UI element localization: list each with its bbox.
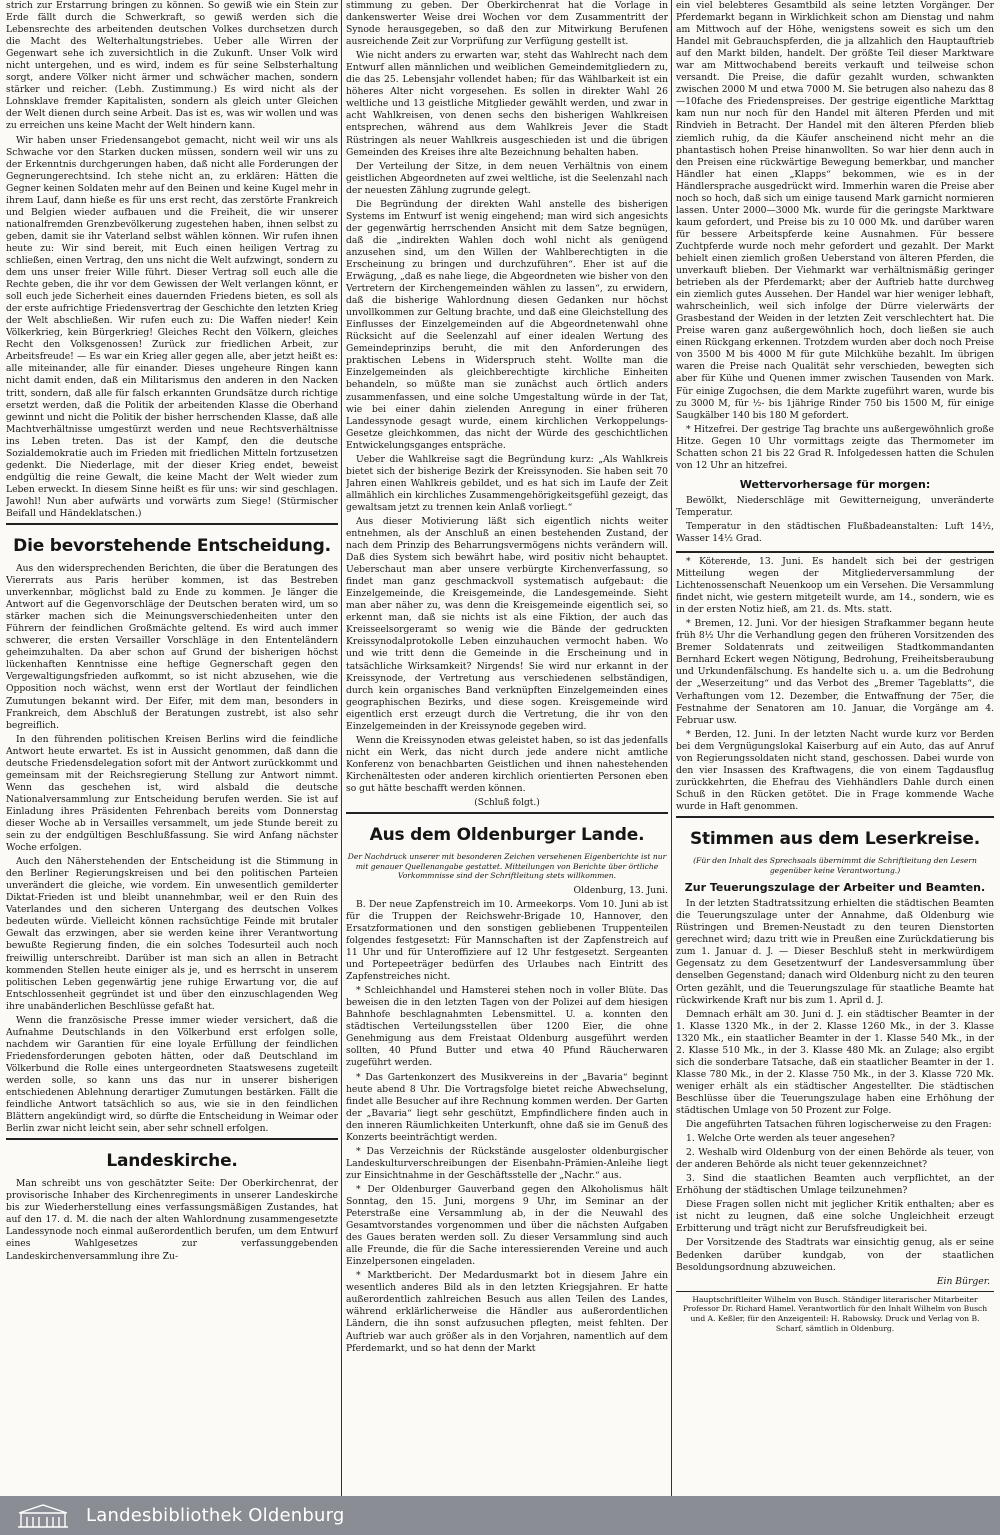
letter-paragraph: In der letzten Stadtratssitzung erhielten die städtischen Beamten die Teuerungszulage unter der Annahme, daß Oldenburg wie Rüstringen und Bremen-Neustadt zu den teuren Dienstorten gerechnet wird; dazu tritt wie in Preußen eine Zurückdatierung bis zum 1. Januar d. J. — Dieser Beschluß steht in merkwürdigem Gegensatz zu dem Gesetzentwurf der Landesversammlung über denselben Gegenstand; danach wird Oldenburg nicht zu den teuren Orten gezählt, und die Teuerungszulage für staatliche Beamte hat rückwirkende Kraft nur bis zum 1. April d. J. (676, 898, 994, 1006)
divider (346, 812, 668, 814)
news-item: * Schleichhandel und Hamsterei stehen noch in voller Blüte. Das beweisen die in den letzten Tagen von der Polizei auf dem hiesigen Bahnhofe beschlagnahmten Lebensmittel. U. a. konnten den städtischen Verteilungsstellen über 1200 Eier, die ohne Genehmigung aus dem Freistaat Oldenburg ausgeführt werden sollten, 40 Pfund Butter und etwa 40 Pfund Räucherwaren zugeführt werden. (346, 985, 668, 1069)
article-headline: Die bevorstehende Entscheidung. (13, 536, 331, 557)
divider (6, 523, 338, 525)
letter-signature: Ein Bürger. (936, 1275, 990, 1287)
dateline: Oldenburg, 13. Juni. (573, 884, 668, 896)
divider (676, 816, 994, 818)
weather-headline: Wettervorhersage für morgen: (739, 477, 931, 491)
article-paragraph: Der Verteilung der Sitze, in dem neuen Verhältnis von einem geistlichen Abgeordneten auf zwei weltliche, ist die Seelenzahl nach der neuesten Zählung zugrunde gelegt. (346, 160, 668, 196)
library-name: Landesbibliothek Oldenburg (86, 1505, 345, 1526)
publisher-imprint: Hauptschriftleiter Wilhelm von Busch. Ständiger literarischer Mitarbeiter Professor Dr. Richard Hamel. Verantwortlich für den Inhalt Wilhelm von Busch und A. Keßler, für den Anzeigenteil: H. Rabowsky. Druck und Verlag von B. Scharf, sämtlich in Oldenburg. (676, 1291, 994, 1334)
news-item: * Kötereнde, 13. Juni. Es handelt sich bei der gestrigen Mitteilung wegen der Mitgliederversammlung der Lichtenossenschaft Neuenkoop um ein Versehen. Die Versammlung findet nicht, wie gestern mitgeteilt wurde, am 14., sondern, wie es in der ersten Notiz hieß, am 21. ds. Mts. statt. (676, 556, 994, 616)
news-item: B. Der neue Zapfenstreich im 10. Armeekorps. Vom 10. Juni ab ist für die Truppen der Reichswehr-Brigade 10, Hannover, den Ersatzformationen und den sonstigen gebliebenen Truppenteilen folgendes festgesetzt: Für Mannschaften ist der Zapfenstreich auf 11 Uhr und für Unteroffiziere auf 12 Uhr festgesetzt. Sergeanten und Portepeeträger bedürfen des Urlaubes nach Eintritt des Zapfenstreiches nicht. (346, 898, 668, 983)
section-headline: Aus dem Oldenburger Lande. (369, 825, 645, 846)
article-paragraph: ein viel belebteres Gesamtbild als seine letzten Vorgänger. Der Pferdemarkt begann in Wirklichkeit schon am Dienstag und nahm am Mittwoch auf der Höhe, wenigstens soweit es sich um den Handel mit Gebrauchspferden, die ja allzahlich den Hauptauftrieb auf den Markt bilden, handelt. Der größte Teil dieser Marktware war am Mittwochabend bereits verkauft und teilweise schon versandt. Die Preise, die dafür gezahlt wurden, schwankten zwischen 2000 M und etwa 7000 M. Sie betrugen also nahezu das 8—10fache des Friedenspreises. Der gestrige eigentliche Markttag kam nun nur noch für den Handel mit älteren Pferden und mit Rindvieh in Betracht. Der Handel mit den älteren Pferden blieb ziemlich ruhig, da die Käufer anscheinend nicht mehr an die phantastisch hohen Preise hinanwollten. So war hier denn auch in den Preisen eine rückwärtige Bewegung bemerkbar, und mancher Händler hat einen „Klapps“ bekommen, wie es in der Händlersprache ausgedrückt wird. Immerhin waren die Preise aber noch so hoch, daß sich um einige tausend Mark garnicht normieren lassen. Unter 2000—3000 Mk. wurde für die geringste Marktware kaum gefordert, und Preise bis zu 10 000 Mk. und darüber waren für bessere Arbeitspferde keine Ausnahmen. Für bessere Zuchtpferde wurde noch mehr gefordert und gezahlt. Der Markt behielt einen ziemlich großen Ueberstand von älteren Pferden, die unverkauft blieben. Der Viehmarkt war verhältnismäßig geringer betrieben als der Pferdemarkt; aber der Auftrieb hatte durchweg ein ziemlich gutes Aussehen. Der Handel war hier weniger lebhaft, wahrscheinlich, weil sich infolge der Dürre vielerwärts der Grasbestand der Weiden in der letzten Zeit verschlechtert hat. Die Preise waren ganz außergewöhnlich hoch, doch ließen sie auch einen Rückgang erkennen. Trotzdem wurden aber doch noch Preise von 3500 M bis 4000 M für gute Milchkühe bezahlt. Im übrigen waren die Preise nach Qualität sehr verschieden, bewegten sich aber für Kühe und Quenen immer zwischen Tausenden von Mark. Für einige Zugochsen, die dem Markte zugeführt waren, wurde bis zu 3000 M, für ½- bis 1jährige Rinder 750 bis 1500 M, für einige Saugkälber 140 bis 180 M gefordert. (676, 0, 994, 421)
article-paragraph: Wenn die Kreissynoden etwas geleistet haben, so ist das jedenfalls nicht ein Werk, das nicht durch jede andere nicht amtliche Konferenz von benachbarten Geistlichen und ihnen nahestehenden Kirchenältesten oder anderen kirchlich orientierten Personen eben so gut hätte beschafft werden können. (346, 734, 668, 794)
library-building-icon (0, 1496, 86, 1535)
divider (6, 1138, 338, 1140)
news-item: * Das Gartenkonzert des Musikvereins in der „Bavaria“ beginnt heute abend 8 Uhr. Die Vortragsfolge bietet reiche Abwechselung, findet alle Besucher auf ihre Rechnung kommen werden. Der Garten der „Bavaria“ liegt sehr geschützt, Empfindlichere finden auch in den inneren Räumlichkeiten Unterkunft, ohne daß sie im Genuß des Konzerts beeinträchtigt werden. (346, 1071, 668, 1143)
column-rule (341, 0, 342, 1496)
article-paragraph: Man schreibt uns von geschätzter Seite: Der Oberkirchenrat, der provisorische Inhaber des Kirchenregiments in unserer Landeskirche bis zur Wiederherstellung eines verfassungsmäßigen Zustandes, hat auf den 17. d. M. die nach der alten Wahlordnung zusammengesetzte Landessynode noch einmal außerordentlich berufen, um dem Entwurf eines Wahlgesetzes zur verfassunggebenden Landeskirchenversammlung ihre Zu- (6, 1178, 338, 1262)
article-paragraph: In den führenden politischen Kreisen Berlins wird die feindliche Antwort heute erwartet. Es ist in Aussicht genommen, daß dann die deutsche Friedensdelegation sofort mit der Antwort zurückkommt und gemeinsam mit der Reichsregierung Stellung zur Antwort nimmt. Wenn das geschehen ist, wird alsbald die deutsche Nationalversammlung zur Entscheidung berufen werden. Sie ist auf Einladung ihres Präsidenten Fehrenbach bereits vom Donnerstag dieser Woche ab in Versailles versammelt, um jede Stunde bereit zu sein zu der endgültigen Beschlußfassung. Sie wird Anfang nächster Woche erfolgen. (6, 733, 338, 854)
letter-title: Zur Teuerungszulage der Arbeiter und Beamten. (684, 881, 986, 895)
disclaimer-note: (Für den Inhalt des Sprechsaals übernimmt die Schriftleitung den Lesern gegenüber keine Verantwortung.) (693, 856, 977, 875)
article-headline: Landeskirche. (106, 1151, 238, 1172)
column-right (676, 0, 994, 1496)
letter-question: 1. Welche Orte werden als teuer angesehen? (686, 1133, 895, 1145)
section-headline: Stimmen aus dem Leserkreise. (689, 829, 981, 849)
weather-text: Bewölkt, Niederschläge mit Gewitterneigung, unveränderte Temperatur. (676, 494, 994, 518)
article-paragraph: Ueber die Wahlkreise sagt die Begründung kurz: „Als Wahlkreis bietet sich der bisherige Bezirk der Kreissynoden. Sie haben seit 70 Jahren einen Wahlkreis gebildet, und es hat sich im Laufe der Zeit allmählich ein kirchliches Zusammengehörigkeitsgefühl gezeigt, das gewaltsam jetzt zu trennen kein Anlaß vorliegt.“ (346, 453, 668, 513)
letter-paragraph: Diese Fragen sollen nicht mit jeglicher Kritik enthalten; aber es ist nicht zu leugnen, daß eine solche Ungleichheit erzeugt Erbitterung und trägt nicht zur Berufsfreudigkeit bei. (676, 1199, 994, 1235)
divider (676, 551, 994, 553)
news-item: * Berden, 12. Juni. In der letzten Nacht wurde kurz vor Berden bei dem Vergnügungslokal Kaiserburg auf ein Auto, das auf Anruf von Regierungssoldaten nicht stand, geschossen. Dabei wurde von den vier Insassen des Kraftwagens, die von einem Tagdausflug zurückkehrten, die Ehefrau des Viehhändlers Dahle durch einen Schuß in den Rücken getötet. Die in Frage kommende Wache wurde in Haft genommen. (676, 728, 994, 812)
column-middle (346, 0, 668, 1496)
article-paragraph: Aus dieser Motivierung läßt sich eigentlich nichts weiter entnehmen, als der Anschluß an einen bestehenden Zustand, der nach dem Prinzip des Beharrungsvermögens nichts verändern will. Daß dies System sich bewährt habe, wird positiv nicht behauptet. Ueberschaut man aber unsere verbürgte Kirchenverfassung, so findet man ganz geschmackvoll systematisch aufgebaut: die Einzelgemeinde, die Kreisgemeinde, die Landesgemeinde. Sieht man aber näher zu, was denn die Kreisgemeinde eigentlich sei, so erkennt man, daß sie nichts ist als eine Fiktion, der auch das Kreisseelsorgeramt so wenig wie die Bände der gedruckten Kreissynodalprotokolle Leben einzuhauchen vermocht haben. Wo und wie tritt denn die Gemeinde in die Erscheinung und in tatsächliche Wirksamkeit? Nirgends! Sie wird nur erkannt in der Kreissynode, der Vertretung aus verschiedenen selbständigen, durch kein organisches Band verknüpften Einzelgemeinden eines geographischen Bezirks, und diese sogen. Kreisgemeinde wird eigentlich erst erzeugt durch die Vertretung, die ihr von den Einzelgemeinden in der Kreissynode gegeben wird. (346, 515, 668, 732)
news-item: * Das Verzeichnis der Rückstände ausgeloster oldenburgischer Landeskulturverschreibungen der Eisenbahn-Prämien-Anleihe liegt zur Einsichtnahme in der Geschäftsstelle der „Nachr.“ aus. (346, 1145, 668, 1181)
article-paragraph: stimmung zu geben. Der Oberkirchenrat hat die Vorlage in dankenswerter Weise drei Wochen vor dem Zusammentritt der Synode herausgegeben, so daß den zur Mitwirkung Berufenen ausreichende Zeit zur Vorprüfung zur Verfügung gestellt ist. (346, 0, 668, 48)
news-item: * Der Oldenburger Gauverband gegen den Alkoholismus hält Sonntag, den 15. Juni, morgens 9 Uhr, im Seminar an der Peterstraße eine Versammlung ab, in der die Neuwahl des Gesamtvorstandes vorgenommen und über die nächsten Aufgaben des Gaues beraten werden soll. Zu dieser Versammlung sind auch alle Freunde, die für die Sache interessierenden Vereine und auch Einzelpersonen eingeladen. (346, 1183, 668, 1268)
reprint-notice: Der Nachdruck unserer mit besonderen Zeichen versehenen Eigenberichte ist nur mit genauer Quellenangabe gestattet. Mitteilungen von Berichte über örtliche Vorkommnisse sind der Schriftleitung stets willkommen. (347, 852, 667, 881)
column-left (6, 0, 338, 1496)
library-footer (0, 1496, 1000, 1535)
letter-paragraph: Demnach erhält am 30. Juni d. J. ein städtischer Beamter in der 1. Klasse 1320 Mk., in der 2. Klasse 1260 Mk., in der 3. Klasse 1320 Mk., ein staatlicher Beamter in der 1. Klasse 540 Mk., in der 2. Klasse 510 Mk., in der 3. Klasse 480 Mk. an Zulage; also ergibt sich die sonderbare Tatsache, daß ein staatlicher Beamter in der 1. Klasse 780 Mk., in der 2. Klasse 750 Mk., in der 3. Klasse 720 Mk. weniger erhält als ein städtischer Angestellter. Die städtischen Beschlüsse über die Teuerungszulage haben eine Erhöhung der städtischen Umlage von 50 Prozent zur Folge. (676, 1008, 994, 1116)
article-paragraph: strich zur Erstarrung bringen zu können. So gewiß wie ein Stein zur Erde fällt durch die Schwerkraft, so gewiß werden sich die Lebensrechte des arbeitenden deutschen Volkes durchsetzen durch die Macht des Welterhaltungstriebes. Ueber alle Wirren der Gegenwart sehe ich zuversichtlich in die Zukunft. Unser Volk wird nicht untergehen, und es wird, indem es für seine Selbsterhaltung sorgt, andere Völker nicht ärmer und schwächer machen, sondern stärker und reicher. (Lebh. Zustimmung.) Es wird nicht als der Lohnsklave fremder Kapitalisten, sondern als gleich unter Gleichen der Welt dienen durch seine Arbeit. Das ist es, was wir wollen und was zu erreichen uns keine Macht der Welt hindern kann. (6, 0, 338, 132)
water-temperature: Temperatur in den städtischen Flußbadeanstalten: Luft 14½, Wasser 14½ Grad. (676, 520, 994, 544)
letter-question: 2. Weshalb wird Oldenburg von der einen Behörde als teuer, von der anderen Behörde als nicht teuer gekennzeichnet? (676, 1147, 994, 1171)
article-paragraph: Aus den widersprechenden Berichten, die über die Beratungen des Viererrats aus Paris herüber kommen, ist das Bestreben unverkennbar, möglichst bald zu Ende zu kommen. Je länger die Antwort auf die Gegenvorschläge der Deutschen beraten wird, um so stärker machen sich die Meinungsverschiedenheiten unter den Führern der feindlichen Großmächte geltend. Es wird auch immer schwerer, die ersten Versailler Vorschläge in den Ententeländern geheimzuhalten. Da aber schon auf Grund der bisherigen höchst lückenhaften Kenntnisse eine heftige Gegnerschaft gegen den Vergewaltigungsfrieden aufkommt, so ist nicht abzusehen, wie die Opposition noch wächst, wenn erst der Wortlaut der feindlichen Zumutungen bekannt wird. Der Eifer, mit dem man, besonders in Frankreich, dem Abschluß der Beratungen zustrebt, ist also sehr begreiflich. (6, 563, 338, 731)
article-paragraph: Wie nicht anders zu erwarten war, steht das Wahlrecht nach dem Entwurf allen männlichen und weiblichen Gemeindemitgliedern zu, die das 25. Lebensjahr vollendet haben; für das Wählbarkeit ist ein höheres Alter nicht vorgesehen. Es sollen in direkter Wahl 26 weltliche und 13 geistliche Mitglieder gewählt werden, und zwar in acht Wahlkreisen, von denen sechs den bisherigen Wahlkreisen entsprechen, während aus dem Wahlkreis Jever die Stadt Rüstringen als neuer Wahlkreis ausgeschieden ist und die übrigen Gemeinden des Kreises ihre alte Bezeichnung behalten haben. (346, 50, 668, 158)
letter-paragraph: Die angeführten Tatsachen führen logischerweise zu den Fragen: (686, 1119, 992, 1131)
letter-paragraph: Der Vorsitzende des Stadtrats war einsichtig genug, als er seine Bedenken darüber kundgab, von der staatlichen Besoldungsordnung abzuweichen. (676, 1237, 994, 1273)
column-rule (671, 0, 672, 1496)
article-paragraph: Wir haben unser Friedensangebot gemacht, nicht weil wir uns als Schwache vor den Starken ducken müssen, sondern weil wir uns zu der Erkenntnis durchgerungen haben, daß nicht alle Forderungen der Gegnerungerechtsind. Ich stehe nicht an, zu erklären: Hätten die Gegner keinen Soldaten mehr auf den Beinen und keine Kugel mehr in ihrem Lauf, dann hieße es für uns erst recht, das zerstörte Frankreich und Belgien wieder aufbauen und die Freiheit, die wir unserer nationalfremden Grenzbevölkerung zugestehen haben, ihnen selbst zu geben, damit sie ihr Vaterland selbst wählen können. Wir rufen ihnen heute zu: Wir sind bereit, mit Euch einen heiligen Vertrag zu schließen, einen Vertrag, den uns nicht die Welt aufzwingt, sondern zu dem uns unser freier Wille führt. Dieser Vertrag soll euch alle die Rechte geben, die ihr vor dem Gewissen der Welt verlangen könnt, er soll euch jede Sicherheit eines dauernden Friedens bieten, es soll als der erste aufrichtige Friedensvertrag der Geschichte den letzten Krieg der Welt abschließen. Wir rufen euch zu: Die Waffen nieder! Kein Völkerkrieg, kein Bürgerkrieg! Gleiches Recht den Völkern, gleiches Recht den Volksgenossen! Zurück zur friedlichen Arbeit, zur Arbeitsfreude! — Es war ein Krieg aller gegen alle, aber jetzt heißt es: alle miteinander, alle für einander. Dieses ungeheure Ringen kann nicht damit enden, daß ein Militarismus den anderen in den Nacken tritt, sondern, daß alle für falsch erkannten Grundsätze durch richtige ersetzt werden, daß die Politik der arbeitenden Klasse die Oberhand gewinnt und nicht die Politik der bisher herrschenden Klasse, daß alle Machtverhältnisse umgestürzt werden und neue Rechtsverhältnisse ins Leben treten. Das ist der Kampf, den die deutsche Sozialdemokratie auch im Frieden mit friedlichen Mitteln fortzusetzen gedenkt. Die Niederlage, mit der dieser Krieg endet, beweist endgültig die reine Gewalt, die keine Macht der Welt wieder zum Leben erweckt. In diesem Sinne heißt es für uns: wir sind geschlagen. Jawohl! Nun aber aufwärts und vorwärts zum Siege! (Stürmischer Beifall und Händeklatschen.) (6, 134, 338, 519)
continuation-note: (Schluß folgt.) (474, 798, 540, 809)
article-paragraph: Die Begründung der direkten Wahl anstelle des bisherigen Systems im Entwurf ist wenig eingehend; man wird sich angesichts der gegenwärtig herrschenden Ansicht mit dem Satze begnügen, daß die „indirekten Wahlen doch wohl nicht als genügend anzusehen sind, um den Willen der Wahlberechtigten in die Erscheinung zu bringen und durchzuführen“. Eher ist auf die Erwägung, „daß es nahe liege, die Abgeordneten wie bisher von den Vertretern der Kirchengemeinden wählen zu lassen“, zu erwidern, daß die bisherige Wahlordnung diesen Gedanken nur höchst unvollkommen zur Geltung brachte, und daß eine Gleichstellung des Einflusses der Einzelgemeinden auf die Abgeordnetenwahl ohne Rücksicht auf die Seelenzahl auf einer idealen Wertung des Gemeindeprinzips beruht, die mit den Anforderungen des praktischen Lebens in Widerspruch steht. Wollte man die Einzelgemeinden als gleichberechtigte kirchliche Einheiten behandeln, so müßte man sie zunächst auch örtlich anders zusammenfassen, und eine solche Umgestaltung würde in der Tat, wie bei einer dahin zielenden Anregung in einer früheren Landessynode gesagt wurde, einem kirchlichen Verkoppelungs-Gesetze gleichkommen, das nicht der Würde des geschichtlichen Entwickelungsganges entspräche. (346, 198, 668, 451)
news-item: * Hitzefrei. Der gestrige Tag brachte uns außergewöhnlich große Hitze. Gegen 10 Uhr vormittags zeigte das Thermometer im Schatten schon 21 bis 22 Grad R. Infolgedessen hatten die Schulen von 12 Uhr an hitzefrei. (676, 423, 994, 471)
news-item: * Marktbericht. Der Medardusmarkt bot in diesem Jahre ein wesentlich anderes Bild als in den letzten Kriegsjahren. Er hatte außerordentlich zahlreichen Besuch aus allen Teilen des Landes, während erklärlicherweise die Händler aus außerordentlichen Ländern, die ihn sonst aufzusuchen pflegten, meist fehlten. Der Auftrieb war auch größer als in den Vorjahren, namentlich auf dem Pferdemarkt, und so hat denn der Markt (346, 1270, 668, 1354)
article-paragraph: Auch den Näherstehenden der Entscheidung ist die Stimmung in den Berliner Regierungskreisen und bei den politischen Parteien unverändert die gleiche, wie vordem. Ein unwesentlich gemilderter Diktat-Frieden ist und bleibt unannehmbar, weil er den Ruin des Vaterlandes und den sicheren Untergang des deutschen Volkes bedeuten würde. Vielleicht können rachsüchtige Feinde mit brutaler Gewalt das erzwingen, aber sie werden keine ihrer Verantwortung bewußte Regierung finden, die ein solches Todesurteil auch noch freiwillig unterschreibt. Darüber ist man sich an allen in Betracht kommenden Stellen heute einiger als je, und es herrscht in unserem politischen Leben gegenwärtig jene ruhige Erwartung vor, die auf Entschlossenheit gegründet ist und über den einzuschlagenden Weg ihre unabänderlichen Beschlüsse gefaßt hat. (6, 856, 338, 1012)
letter-question: 3. Sind die staatlichen Beamten auch verpflichtet, an der Erhöhung der städtischen Umlage teilzunehmen? (676, 1173, 994, 1197)
news-item: * Bremen, 12. Juni. Vor der hiesigen Strafkammer begann heute früh 8½ Uhr die Verhandlung gegen den früheren Vorsitzenden des Bremer Soldatenrats und zeitweiligen Stadtkommandanten Bernhard Eckert wegen Nötigung, Bedrohung, Freiheitsberaubung und Urkundenfälschung. Es handelte sich u. a. um die Bedrohung der „Weserzeitung“ und das Verbot des „Bremer Tageblatts“, die Verhaftungen vom 12. Dezember, die Entwaffnung der 75er, die Festnahme der Senatoren am 10. Januar, die Vorgänge am 4. Februar usw. (676, 618, 994, 726)
weather-forecast (676, 478, 994, 545)
article-paragraph: Wenn die französische Presse immer wieder versichert, daß die Aufnahme Deutschlands in den Völkerbund erst erfolgen solle, nachdem wir Garantien für eine loyale Erfüllung der feindlichen Friedensforderungen geboten hätten, oder daß Deutschland im Völkerbund die Rolle eines untergeordneten Staatswesens zugeteilt werden solle, so kann uns das nur in unserer bisherigen entschiedenen Ablehnung derartiger Zumutungen bestärken. Fällt die feindliche Antwort tatsächlich so aus, wie sie in den feindlichen Blättern angekündigt wird, so dürfte die Entscheidung in Weimar oder Berlin zwar nicht leicht sein, aber sehr schnell erfolgen. (6, 1014, 338, 1135)
